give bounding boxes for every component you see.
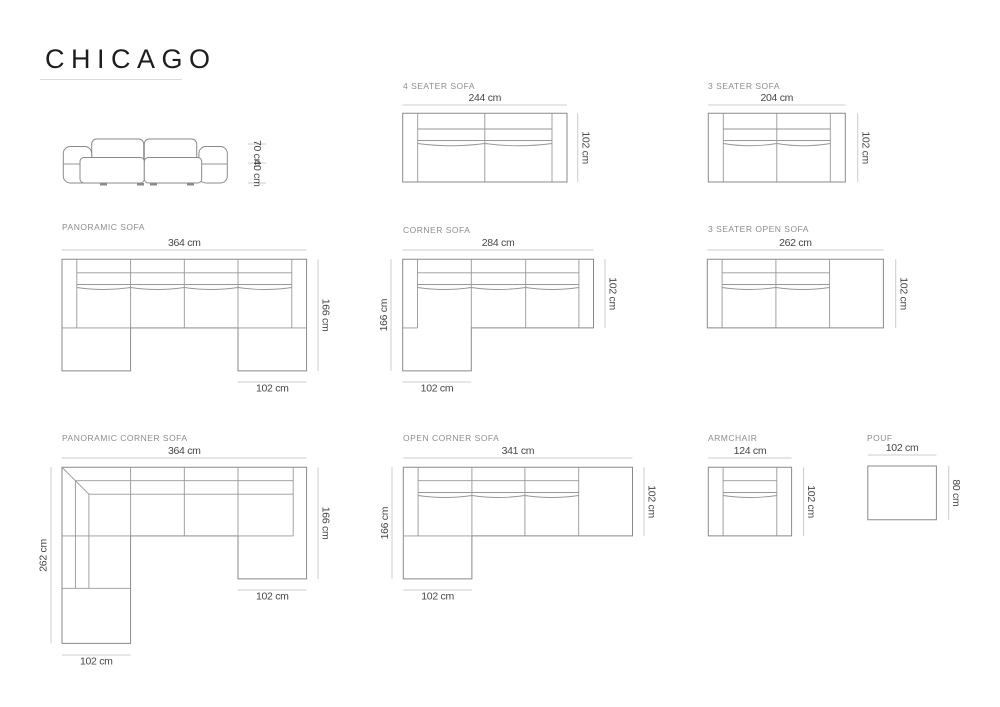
armchair-drawing xyxy=(708,445,817,536)
open-corner-inner-lines xyxy=(403,467,578,536)
panoramic-sofa-drawing xyxy=(62,237,332,395)
dim-label-right-chaise-width: 102 cm xyxy=(255,590,289,603)
section-title-3-seater-open-sofa: 3 SEATER OPEN SOFA xyxy=(708,224,809,234)
armchair-inner-lines xyxy=(723,467,777,536)
corner-sofa-drawing xyxy=(378,237,619,395)
seat-cushion-right xyxy=(144,158,201,184)
section-title-3-seater-sofa: 3 SEATER SOFA xyxy=(708,81,781,91)
section-title-open-corner-sofa: OPEN CORNER SOFA xyxy=(403,433,500,443)
armchair-outline xyxy=(708,467,791,536)
dim-label-chaise-width: 102 cm xyxy=(255,382,289,395)
dim-label-left-chaise-width: 102 cm xyxy=(79,655,113,668)
dim-label-depth: 102 cm xyxy=(805,485,818,518)
page-title: CHICAGO xyxy=(45,44,217,74)
dim-label-depth: 80 cm xyxy=(950,479,963,507)
open-corner-dim-lines xyxy=(392,458,644,590)
dim-label-width: 102 cm xyxy=(885,442,919,454)
dim-label-seat-height: 40 cm xyxy=(251,159,263,187)
dim-label-depth: 102 cm xyxy=(579,131,592,165)
dim-label-right-height: 166 cm xyxy=(319,506,332,540)
panoramic-corner-inner-lines xyxy=(62,467,293,588)
dim-label-total-height: 70 cm xyxy=(251,139,263,168)
open-corner-outline xyxy=(403,467,632,579)
three-seater-open-outline xyxy=(707,259,883,328)
dim-label-height: 166 cm xyxy=(319,298,332,332)
dim-label-depth: 102 cm xyxy=(645,485,658,518)
panoramic-corner-sofa-drawing xyxy=(38,445,332,668)
armchair-dim-lines xyxy=(708,458,803,536)
dim-label-width: 124 cm xyxy=(733,445,767,457)
open-corner-sofa-drawing xyxy=(379,445,658,603)
sofa-front-elevation-drawing xyxy=(63,139,266,187)
section-title-4-seater-sofa: 4 SEATER SOFA xyxy=(403,81,476,91)
section-title-armchair: ARMCHAIR xyxy=(708,433,758,443)
dim-label-chaise-width: 102 cm xyxy=(421,590,454,603)
pouf-outline xyxy=(868,466,937,520)
corner-outline xyxy=(403,259,594,371)
panoramic-inner-lines xyxy=(62,259,307,328)
dim-label-height: 166 cm xyxy=(378,298,390,332)
three-seater-inner-lines xyxy=(723,113,830,182)
dim-label-depth: 102 cm xyxy=(859,131,872,165)
dim-label-width: 341 cm xyxy=(501,445,535,457)
dim-label-width: 284 cm xyxy=(481,237,515,249)
three-seater-dim-lines xyxy=(708,105,857,182)
dim-label-width: 244 cm xyxy=(468,92,502,104)
dim-label-width: 364 cm xyxy=(167,237,201,249)
dim-label-width: 364 cm xyxy=(167,445,201,457)
armrest-right xyxy=(199,147,227,184)
three-seater-sofa-drawing xyxy=(708,92,871,182)
four-seater-sofa-drawing xyxy=(403,92,592,182)
dim-label-left-height: 262 cm xyxy=(37,539,50,572)
panoramic-dim-lines xyxy=(62,250,318,382)
open-corner-cushion-front-line xyxy=(418,496,579,498)
four-seater-inner-lines xyxy=(418,113,552,182)
section-title-corner-sofa: CORNER SOFA xyxy=(403,225,471,235)
corner-dim-lines xyxy=(391,250,605,382)
corner-cushion-front-line xyxy=(418,288,579,290)
three-seater-open-sofa-drawing xyxy=(707,237,909,328)
dim-label-width: 262 cm xyxy=(779,237,812,249)
dim-label-depth: 102 cm xyxy=(606,277,619,310)
seat-cushion-left xyxy=(80,158,144,184)
armchair-cushion-front-line xyxy=(723,496,777,498)
corner-inner-lines xyxy=(403,259,579,328)
dim-label-height: 166 cm xyxy=(379,506,391,540)
section-title-pouf: POUF xyxy=(867,433,893,443)
section-title-panoramic-sofa: PANORAMIC SOFA xyxy=(62,222,145,232)
three-seater-open-inner-lines xyxy=(722,259,830,328)
dim-label-chaise-width: 102 cm xyxy=(420,382,454,395)
section-title-panoramic-corner-sofa: PANORAMIC CORNER SOFA xyxy=(62,433,188,443)
dim-label-depth: 102 cm xyxy=(897,277,910,310)
dim-label-width: 204 cm xyxy=(760,92,794,104)
pouf-drawing xyxy=(868,442,962,520)
